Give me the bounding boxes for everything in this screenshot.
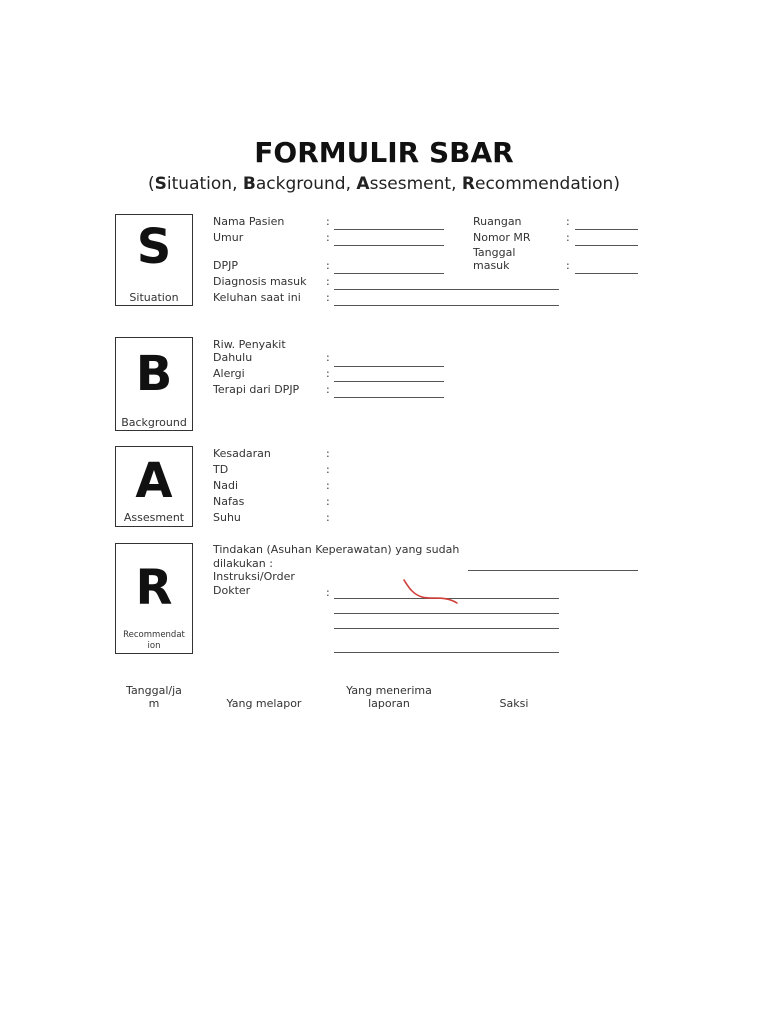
colon: : xyxy=(326,586,330,599)
label-kesadaran: Kesadaran xyxy=(213,447,271,460)
recommendation-letter: R xyxy=(135,560,173,616)
assesment-letter: A xyxy=(135,453,173,509)
label-nama-pasien: Nama Pasien xyxy=(213,215,285,228)
field-riw-penyakit-dahulu[interactable] xyxy=(334,366,444,367)
colon: : xyxy=(326,367,330,380)
field-instruksi-line4[interactable] xyxy=(334,652,559,653)
label-keluhan-saat-ini: Keluhan saat ini xyxy=(213,291,301,304)
label-tindakan-line1: Tindakan (Asuhan Keperawatan) yang sudah xyxy=(213,543,460,556)
footer-yang-menerima-line1: Yang menerima xyxy=(346,684,432,697)
colon: : xyxy=(326,291,330,304)
colon: : xyxy=(326,479,330,492)
field-umur[interactable] xyxy=(334,245,444,246)
label-tanggal: Tanggal xyxy=(473,246,516,259)
field-keluhan-saat-ini[interactable] xyxy=(334,305,559,306)
label-dokter: Dokter xyxy=(213,584,251,597)
colon: : xyxy=(326,275,330,288)
label-ruangan: Ruangan xyxy=(473,215,522,228)
pen-mark xyxy=(400,576,462,606)
label-umur: Umur xyxy=(213,231,244,244)
field-tindakan[interactable] xyxy=(468,570,638,571)
field-ruangan[interactable] xyxy=(575,229,638,230)
colon: : xyxy=(326,463,330,476)
colon: : xyxy=(326,231,330,244)
colon: : xyxy=(326,351,330,364)
colon: : xyxy=(326,259,330,272)
label-td: TD xyxy=(213,463,229,476)
label-dpjp: DPJP xyxy=(213,259,238,272)
field-instruksi-line3[interactable] xyxy=(334,628,559,629)
label-nadi: Nadi xyxy=(213,479,239,492)
label-nomor-mr: Nomor MR xyxy=(473,231,531,244)
situation-letter: S xyxy=(136,219,172,275)
colon: : xyxy=(326,495,330,508)
label-tindakan-line2: dilakukan : xyxy=(213,557,273,570)
field-instruksi-line2[interactable] xyxy=(334,613,559,614)
colon: : xyxy=(326,447,330,460)
background-box xyxy=(115,337,193,431)
recommendation-box xyxy=(115,543,193,654)
field-dpjp[interactable] xyxy=(334,273,444,274)
label-diagnosis-masuk: Diagnosis masuk xyxy=(213,275,307,288)
situation-caption: Situation xyxy=(129,291,179,304)
field-diagnosis-masuk[interactable] xyxy=(334,289,559,290)
footer-saksi: Saksi xyxy=(499,697,529,710)
recommendation-caption-line1: Recommendat xyxy=(123,630,185,640)
footer-tanggal-jam xyxy=(115,684,193,710)
assesment-box xyxy=(115,446,193,527)
footer-tanggal-line2: m xyxy=(148,697,160,710)
field-tanggal-masuk[interactable] xyxy=(575,273,638,274)
field-nomor-mr[interactable] xyxy=(575,245,638,246)
field-terapi-dari-dpjp[interactable] xyxy=(334,397,444,398)
background-caption: Background xyxy=(121,416,187,429)
label-alergi: Alergi xyxy=(213,367,245,380)
colon: : xyxy=(566,231,570,244)
colon: : xyxy=(326,511,330,524)
label-masuk: masuk xyxy=(473,259,510,272)
field-alergi[interactable] xyxy=(334,381,444,382)
situation-box xyxy=(115,214,193,306)
colon: : xyxy=(566,259,570,272)
recommendation-caption-line2: ion xyxy=(147,641,161,651)
label-nafas: Nafas xyxy=(213,495,245,508)
footer-yang-menerima-line2: laporan xyxy=(368,697,410,710)
label-suhu: Suhu xyxy=(213,511,241,524)
label-instruksi-order: Instruksi/Order xyxy=(213,570,295,583)
colon: : xyxy=(326,215,330,228)
footer-yang-melapor: Yang melapor xyxy=(226,697,302,710)
label-terapi-dari-dpjp: Terapi dari DPJP xyxy=(213,383,300,396)
footer-tanggal-line1: Tanggal/ja xyxy=(126,684,182,697)
label-dahulu: Dahulu xyxy=(213,351,253,364)
colon: : xyxy=(326,383,330,396)
footer-yang-menerima xyxy=(338,684,440,710)
form-subtitle: (Situation, Background, Assesment, Recommendation) xyxy=(148,174,620,194)
assesment-caption: Assesment xyxy=(123,511,185,524)
field-nama-pasien[interactable] xyxy=(334,229,444,230)
background-letter: B xyxy=(135,346,173,402)
label-riw-penyakit: Riw. Penyakit xyxy=(213,338,286,351)
colon: : xyxy=(566,215,570,228)
form-title: FORMULIR SBAR xyxy=(254,136,514,169)
